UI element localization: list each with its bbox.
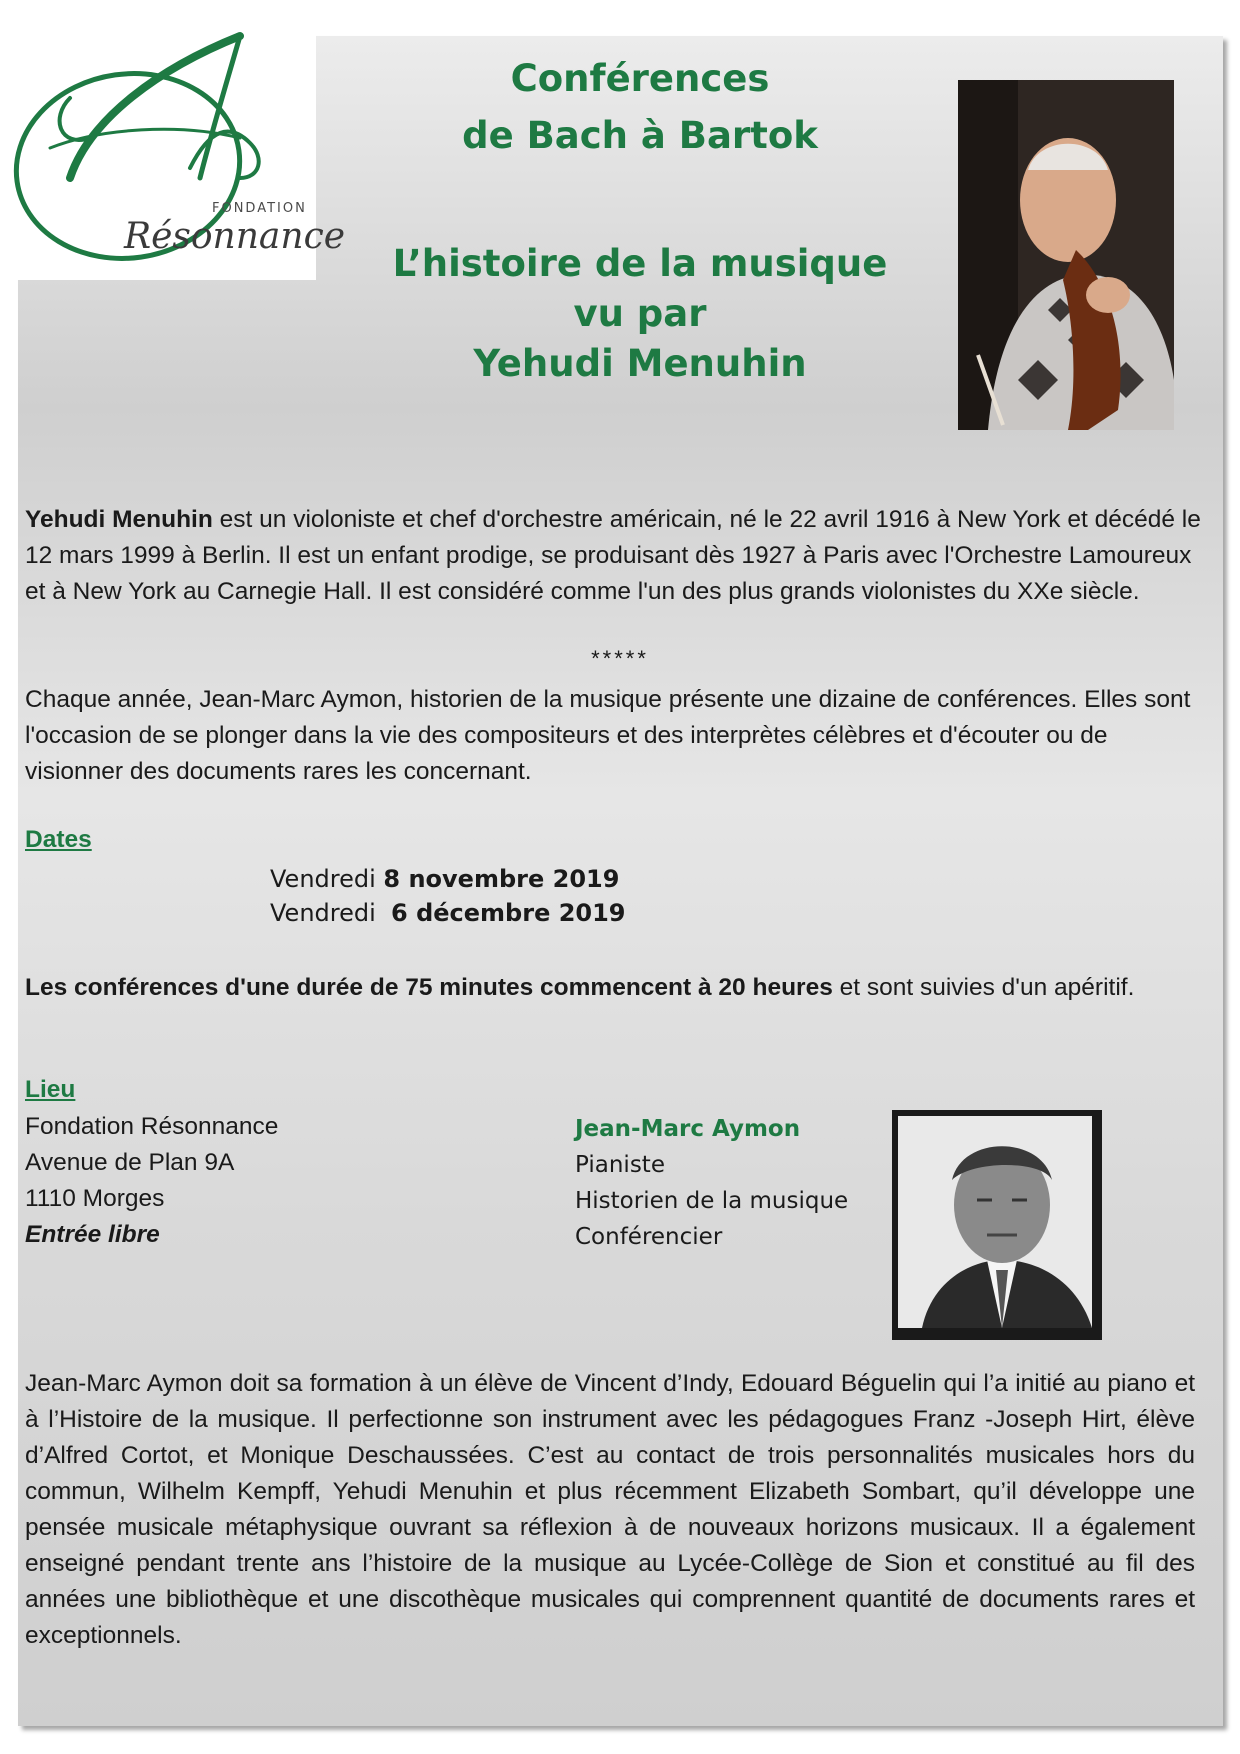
- lieu-line-3: 1110 Morges: [25, 1185, 165, 1212]
- separator: *****: [591, 646, 649, 671]
- intro-paragraph: [25, 502, 1215, 610]
- title-line-3: L’histoire de la musique: [392, 242, 888, 285]
- logo-fondation-text: FONDATION: [212, 201, 307, 216]
- lieu-line-2: Avenue de Plan 9A: [25, 1149, 235, 1176]
- speaker-role-2: Historien de la musique: [575, 1188, 849, 1214]
- lieu-title: Lieu: [25, 1076, 76, 1103]
- date-1-date: 8 novembre 2019: [383, 865, 620, 893]
- aymon-photo: [892, 1110, 1102, 1340]
- intro-name: Yehudi Menuhin: [25, 506, 213, 533]
- lieu-entry: Entrée libre: [25, 1221, 160, 1248]
- bio-paragraph: Jean-Marc Aymon doit sa formation à un élève de Vincent d’Indy, Edouard Béguelin qui l’a initié au piano et à l’Histoire de la musique. Il perfectionne son instrument avec les pédagogues Franz -Joseph Hirt, élève d’Alfred Cortot, et Monique Deschaussées. C’est au contact de trois personnalités musicales hors du commun, Wilhelm Kempff, Yehudi Menuhin et plus récemment Elizabeth Sombart, qu’il développe une pensée musicale métaphysique ouvrant sa réflexion à de nouveaux horizons musicaux. Il a également enseigné pendant trente ans l’histoire de la musique au Lycée-Collège de Sion et constitué au fil des années une bibliothèque et une discothèque musicales qui comprennent quantité de documents rares et exceptionnels.: [25, 1370, 1195, 1649]
- title-line-2: de Bach à Bartok: [462, 114, 818, 157]
- fondation-logo: [10, 28, 346, 280]
- speaker-role-1: Pianiste: [575, 1152, 665, 1178]
- title-line-4: vu par: [573, 292, 707, 335]
- intro-text: est un violoniste et chef d'orchestre américain, né le 22 avril 1916 à New York et décédé le 12 mars 1999 à Berlin. Il est un enfant prodige, se produisant dès 1927 à Paris avec l'Orchestre Lamoureux et à New York au Carnegie Hall. Il est considéré comme l'un des plus grands violonistes du XXe siècle.: [25, 506, 1201, 605]
- schedule-rest: et sont suivies d'un apéritif.: [832, 974, 1135, 1001]
- speaker-role-3: Conférencier: [575, 1224, 723, 1250]
- date-2-date: 6 décembre 2019: [391, 899, 626, 927]
- logo-resonnance-text: Résonnance: [124, 216, 346, 257]
- title-line-5: Yehudi Menuhin: [473, 342, 807, 385]
- menuhin-photo: [958, 80, 1174, 430]
- date-1: [270, 862, 619, 896]
- title-line-1: Conférences: [510, 57, 770, 100]
- speaker-name: Jean-Marc Aymon: [575, 1116, 801, 1142]
- schedule-bold: Les conférences d'une durée de 75 minutes commencent à 20 heures: [25, 974, 833, 1001]
- date-2-day: Vendredi: [270, 899, 392, 927]
- lieu-line-1: Fondation Résonnance: [25, 1113, 279, 1140]
- description-paragraph: Chaque année, Jean-Marc Aymon, historien de la musique présente une dizaine de conférences. Elles sont l'occasion de se plonger dans la vie des compositeurs et des interprètes célèbres et d'écouter ou de visionner des documents rares les concernant.: [25, 686, 1191, 785]
- schedule-paragraph: [25, 970, 1213, 1006]
- date-2: [270, 896, 626, 930]
- dates-title: Dates: [25, 826, 92, 853]
- date-1-day: Vendredi: [270, 865, 384, 893]
